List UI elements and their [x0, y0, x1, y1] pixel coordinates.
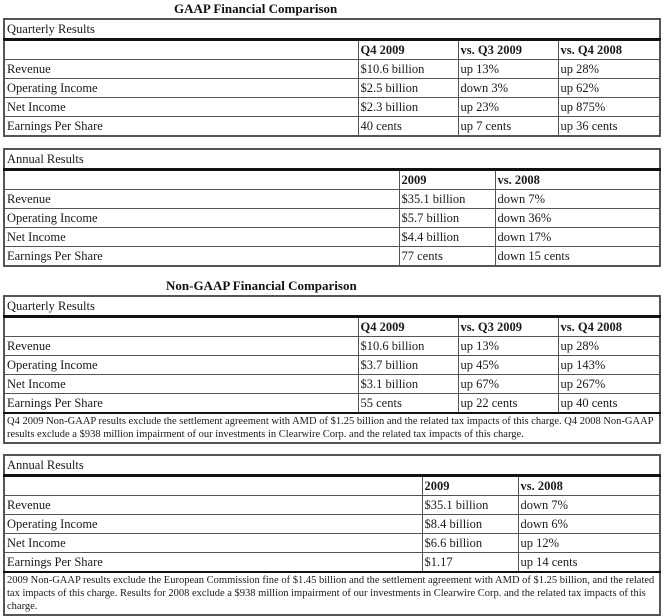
row-label: Earnings Per Share	[4, 553, 422, 573]
table-row	[4, 337, 660, 356]
footnote: Q4 2009 Non-GAAP results exclude the settlement agreement with AMD of $1.25 billion and the related tax impacts of this charge. Q4 2008 Non-GAAP results exclude a $938 million impairment of our investments in Clearwire Corp. and the related tax impacts of this charge.	[4, 413, 660, 443]
cell: 55 cents	[358, 394, 458, 414]
cell: down 7%	[495, 190, 660, 209]
column-header-row	[4, 317, 660, 337]
table-row	[4, 79, 660, 98]
cell: up 143%	[558, 356, 660, 375]
table-caption: Quarterly Results	[4, 296, 660, 317]
row-label: Operating Income	[4, 356, 358, 375]
row-label: Revenue	[4, 337, 358, 356]
cell: down 15 cents	[495, 247, 660, 267]
column-header-row	[4, 476, 660, 496]
table-row	[4, 515, 660, 534]
cell: up 40 cents	[558, 394, 660, 414]
row-label: Net Income	[4, 375, 358, 394]
column-header: vs. 2008	[495, 170, 660, 190]
cell: down 36%	[495, 209, 660, 228]
gaap-annual-table	[3, 148, 661, 267]
gaap-section-title: GAAP Financial Comparison	[174, 1, 338, 16]
table-row	[4, 394, 660, 414]
gaap-quarterly-table	[3, 18, 661, 137]
non-gaap-quarterly-table	[3, 295, 661, 444]
table-row	[4, 356, 660, 375]
column-header: Q4 2009	[358, 40, 458, 60]
non-gaap-annual-table	[3, 454, 661, 616]
footnote: 2009 Non-GAAP results exclude the European Commission fine of $1.45 billion and the settlement agreement with AMD of $1.25 billion, and the related tax impacts of this charge. Results for 2008 exclude a $938 million impairment of our investments in Clearwire Corp. and the related tax impacts of this charge.	[4, 572, 660, 615]
row-label: Revenue	[4, 190, 399, 209]
cell: down 17%	[495, 228, 660, 247]
cell: $5.7 billion	[399, 209, 495, 228]
table-row	[4, 60, 660, 79]
cell: $4.4 billion	[399, 228, 495, 247]
row-label: Operating Income	[4, 79, 358, 98]
cell: $6.6 billion	[422, 534, 518, 553]
column-header: vs. Q4 2008	[558, 40, 660, 60]
column-header: 2009	[399, 170, 495, 190]
column-header: vs. Q4 2008	[558, 317, 660, 337]
column-header-row	[4, 170, 660, 190]
cell: $1.17	[422, 553, 518, 573]
non-gaap-section-title: Non-GAAP Financial Comparison	[166, 278, 357, 293]
column-header	[4, 170, 399, 190]
table-row	[4, 190, 660, 209]
column-header-row	[4, 40, 660, 60]
row-label: Earnings Per Share	[4, 117, 358, 137]
table-caption: Quarterly Results	[4, 19, 660, 40]
cell: 77 cents	[399, 247, 495, 267]
cell: $35.1 billion	[399, 190, 495, 209]
table-row	[4, 247, 660, 267]
cell: $10.6 billion	[358, 337, 458, 356]
cell: $2.3 billion	[358, 98, 458, 117]
column-header: vs. Q3 2009	[458, 317, 558, 337]
column-header: vs. 2008	[518, 476, 660, 496]
row-label: Earnings Per Share	[4, 394, 358, 414]
cell: up 67%	[458, 375, 558, 394]
table-row	[4, 553, 660, 573]
row-label: Revenue	[4, 496, 422, 515]
column-header	[4, 40, 358, 60]
row-label: Operating Income	[4, 209, 399, 228]
column-header: vs. Q3 2009	[458, 40, 558, 60]
cell: up 23%	[458, 98, 558, 117]
table-caption: Annual Results	[4, 455, 660, 476]
cell: down 3%	[458, 79, 558, 98]
cell: up 28%	[558, 60, 660, 79]
cell: up 14 cents	[518, 553, 660, 573]
row-label: Net Income	[4, 534, 422, 553]
table-caption: Annual Results	[4, 149, 660, 170]
row-label: Net Income	[4, 98, 358, 117]
cell: $8.4 billion	[422, 515, 518, 534]
table-row	[4, 375, 660, 394]
cell: up 22 cents	[458, 394, 558, 414]
cell: up 13%	[458, 337, 558, 356]
cell: up 267%	[558, 375, 660, 394]
table-row	[4, 228, 660, 247]
table-row	[4, 117, 660, 137]
cell: down 7%	[518, 496, 660, 515]
cell: 40 cents	[358, 117, 458, 137]
cell: $35.1 billion	[422, 496, 518, 515]
column-header	[4, 317, 358, 337]
column-header: 2009	[422, 476, 518, 496]
cell: up 875%	[558, 98, 660, 117]
cell: up 7 cents	[458, 117, 558, 137]
cell: down 6%	[518, 515, 660, 534]
cell: $2.5 billion	[358, 79, 458, 98]
cell: $3.1 billion	[358, 375, 458, 394]
table-row	[4, 98, 660, 117]
row-label: Operating Income	[4, 515, 422, 534]
cell: up 13%	[458, 60, 558, 79]
cell: up 45%	[458, 356, 558, 375]
table-row	[4, 534, 660, 553]
cell: up 62%	[558, 79, 660, 98]
cell: up 36 cents	[558, 117, 660, 137]
cell: up 12%	[518, 534, 660, 553]
cell: up 28%	[558, 337, 660, 356]
cell: $10.6 billion	[358, 60, 458, 79]
column-header	[4, 476, 422, 496]
column-header: Q4 2009	[358, 317, 458, 337]
table-row	[4, 209, 660, 228]
row-label: Net Income	[4, 228, 399, 247]
row-label: Earnings Per Share	[4, 247, 399, 267]
cell: $3.7 billion	[358, 356, 458, 375]
table-row	[4, 496, 660, 515]
row-label: Revenue	[4, 60, 358, 79]
